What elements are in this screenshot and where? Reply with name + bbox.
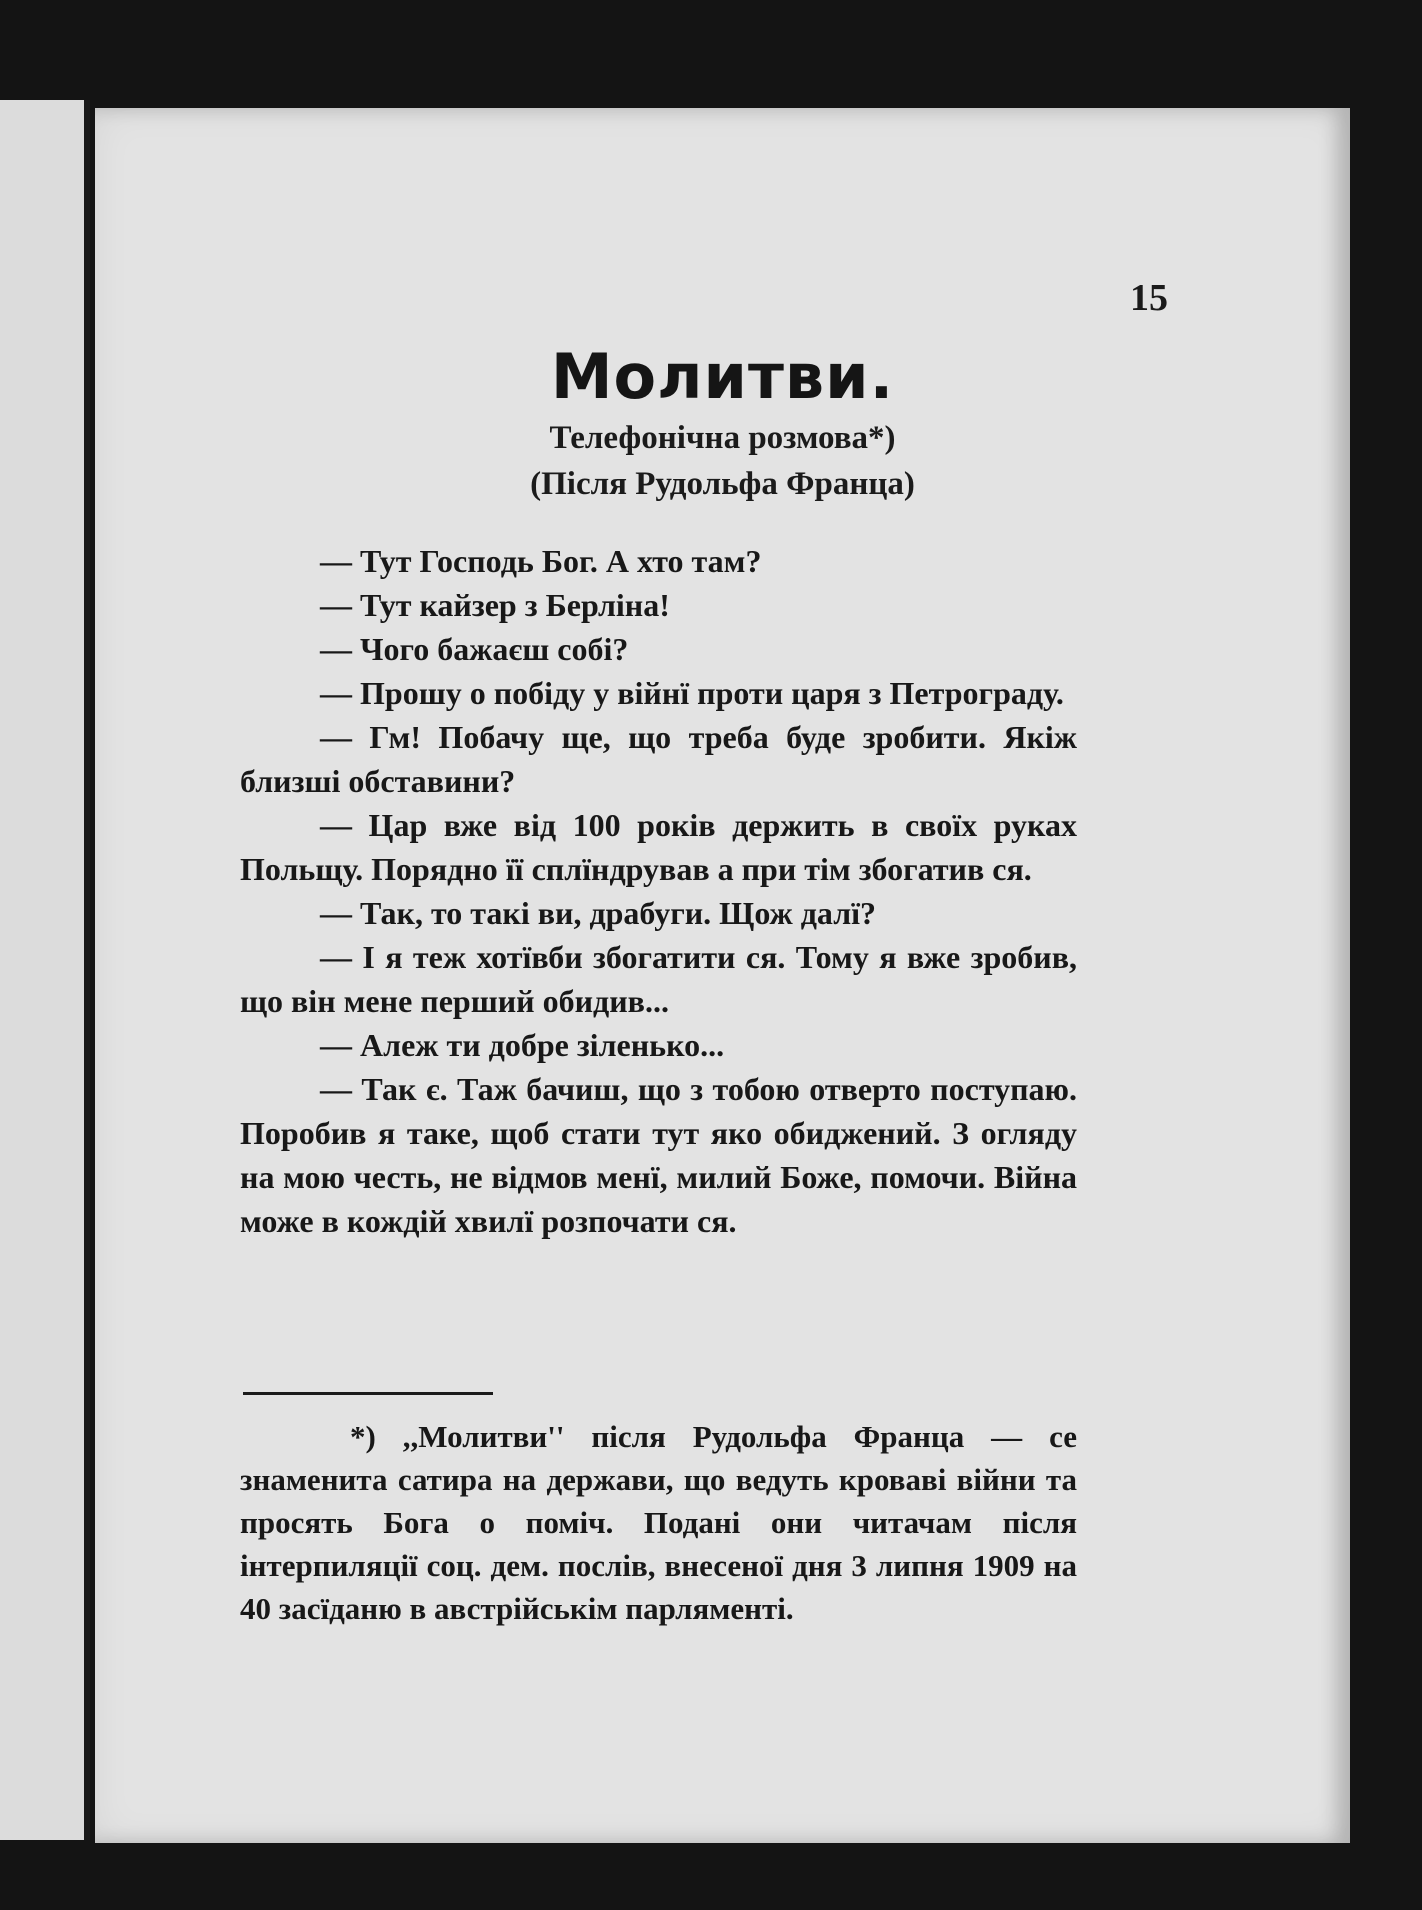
- dialogue-body: [240, 539, 1077, 1243]
- subtitle-attribution: (Після Рудольфа Франца): [530, 466, 915, 502]
- dialogue-line: — Так є. Таж бачиш, що з тобою отверто поступаю. Поробив я таке, щоб стати тут яко обиджений. З огляду на мою честь, не відмов менї, милий Боже, помочи. Війна може в кождій хвилї розпочати ся.: [240, 1071, 1077, 1239]
- subtitle: Телефонічна розмова*): [549, 420, 896, 456]
- dialogue-line: — Прошу о побіду у війнї проти царя з Петрограду.: [320, 675, 1064, 711]
- dialogue-line: — Цар вже від 100 років держить в своїх руках Польщу. Порядно її сплїндрував а при тім збогатив ся.: [240, 807, 1077, 887]
- dialogue-line: — Тут кайзер з Берліна!: [320, 587, 670, 623]
- dialogue-line: — Алеж ти добре зіленько...: [320, 1027, 725, 1063]
- dialogue-line: — І я теж хотївби збогатити ся. Тому я вже зробив, що він мене перший обидив...: [240, 939, 1077, 1019]
- page-title: Молитви.: [550, 340, 895, 413]
- dialogue-line: — Так, то такі ви, драбуги. Щож далї?: [320, 895, 877, 931]
- footnote: *) ,,Молитви'' після Рудольфа Франца — се знаменита сатира на держави, що ведуть кроваві війни та просять Бога о поміч. Подані они читачам після інтерпиляції соц. дем. послів, внесеної дня 3 липня 1909 на 40 засїданю в австрійськім парляменті.: [240, 1419, 1077, 1626]
- page-number: 15: [1130, 277, 1168, 319]
- dialogue-line: — Гм! Побачу ще, що треба буде зробити. Якіж близші обставини?: [240, 719, 1077, 799]
- footnote-divider: [243, 1392, 493, 1395]
- dialogue-line: — Чого бажаєш собі?: [320, 631, 629, 667]
- book-page: [95, 108, 1350, 1843]
- left-page-edge: [0, 100, 90, 1840]
- dialogue-line: — Тут Господь Бог. А хто там?: [320, 543, 762, 579]
